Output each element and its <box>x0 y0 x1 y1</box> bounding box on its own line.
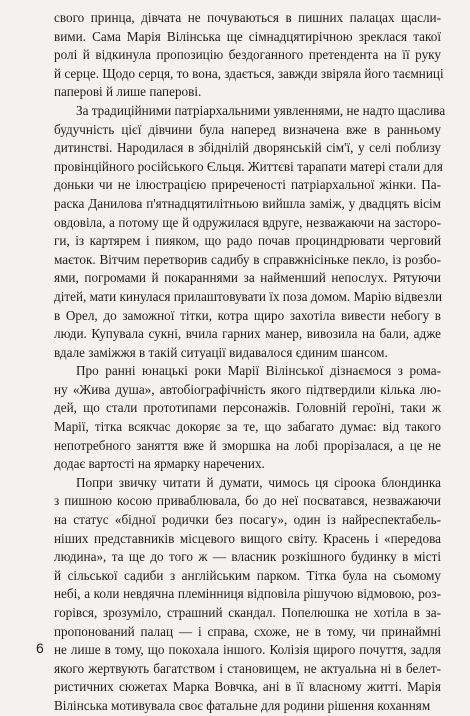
text-line: горівся, зрозуміло, страшний скандал. Попелюшка не хотіла в за- <box>54 605 441 620</box>
text-line: ніших представників місцевого вищого світу. Красень і «передова <box>54 530 441 546</box>
paragraph <box>54 9 444 102</box>
text-line: на статус «бідної родички без посагу», один із найреспектабель- <box>54 512 441 528</box>
text-line: раска Данилова п'ятнадцятилітньою вийшла заміж, у двадцять вісім <box>54 195 441 211</box>
text-line: свого принца, дівчата не почуваються в пишних палацах щасли- <box>54 10 441 25</box>
text-line: ги, із картярем і пияком, що радо почав проциндрювати черговий <box>54 233 441 249</box>
text-line: Марії, тітка всякчас докоряє за те, що забагато думає: від такого <box>54 419 441 435</box>
body-text <box>54 9 446 716</box>
text-line: ролі й відкинула пропозицію бездоганного претендента на її руку <box>54 47 441 63</box>
text-line: й сільської садиби з англійським парком. Тітка була на сьомому <box>54 567 441 583</box>
paragraph <box>54 102 446 362</box>
text-line: вими. Сама Марія Вілінська ще сімнадцятирічною зреклася такої <box>54 28 441 44</box>
text-line: маєток. Вітчим перетворив садибу в справжнісіньке пекло, із розбо- <box>54 251 441 267</box>
text-line: додає вартості на ярмарку наречених. <box>54 456 265 472</box>
text-line: небі, а коли невдячна племінниця відповіла рішучою відмовою, роз- <box>54 586 441 602</box>
text-line: паперові й лише паперові. <box>54 84 202 100</box>
text-line: пропонований палац — і справа, схоже, не в тому, чи принаймні <box>54 623 441 639</box>
text-line: ристичних сюжетах Марка Вовчка, ані в її власному житті. Марія <box>54 679 441 695</box>
text-line: й серце. Щодо серця, то вона, здається, завжди звіряла його таємниці <box>54 65 444 81</box>
text-line: За традиційними патріархальними уявленнями, не надто щаслива <box>76 102 446 118</box>
text-line: з пишною косою приваблювала, бо до неї посватався, незважаючи <box>54 493 441 509</box>
text-line: дитинстві. Народилася в збіднілій дворянській сім'ї, у селі поблизу <box>54 140 441 156</box>
page-number: 6 <box>36 640 44 656</box>
text-line: Про ранні юнацькі роки Марії Вілінської дізнаємося з рома- <box>76 363 441 379</box>
text-line: люди. Купувала сукні, вчила гарних манер, вивозила на бали, адже <box>54 326 441 342</box>
text-line: провінційного російського Єльця. Життєві тарапати матері стали для <box>54 158 443 174</box>
text-line: людина», та ще до того ж — власник розкішного будинку в місті <box>54 549 441 565</box>
text-line: непотребного заняття вже й зморшка на лобі прорізалася, а це не <box>54 437 441 453</box>
text-line: Вілінська мотивувала своє фатальне для родини рішення коханням <box>54 697 431 713</box>
text-line: ями, погромами й покараннями за найменший непослух. Рятуючи <box>54 270 441 286</box>
text-line: вдале заміжжя в такій ситуації видавалося єдиним шансом. <box>54 344 388 360</box>
paragraph <box>54 474 441 716</box>
text-line: овдовіла, а потому ще й одружилася вдруге, незважаючи на засторо- <box>54 214 441 230</box>
text-line: не лише в тому, що покохала іншого. Колізія щирого почуття, задля <box>54 642 441 658</box>
text-line: дітей, мати кинулася прилаштовувати їх позa домом. Марію відвезли <box>54 288 443 304</box>
paragraph <box>54 362 441 474</box>
text-line: будучність цієї дівчини була наперед визначена вже в ранньому <box>54 121 441 137</box>
text-line: ну «Жива душа», автобіографічність якого підтвердили кілька лю- <box>54 381 441 397</box>
text-line: доньки чи не ілюстрацією приреченості патріархальної жінки. Па- <box>54 177 441 193</box>
text-line: в Орел, до заможної тітки, котра щиро захотіла вивести небогу в <box>54 307 441 323</box>
text-line: якого жертвують багатством і становищем, не актуальна ні в белет- <box>54 660 441 676</box>
text-line: дей, що стали прототипами персонажів. Головній героїні, таки ж <box>54 400 441 416</box>
text-line: Попри звичку читати й думати, чимось ця сіроока блондинка <box>76 474 441 490</box>
